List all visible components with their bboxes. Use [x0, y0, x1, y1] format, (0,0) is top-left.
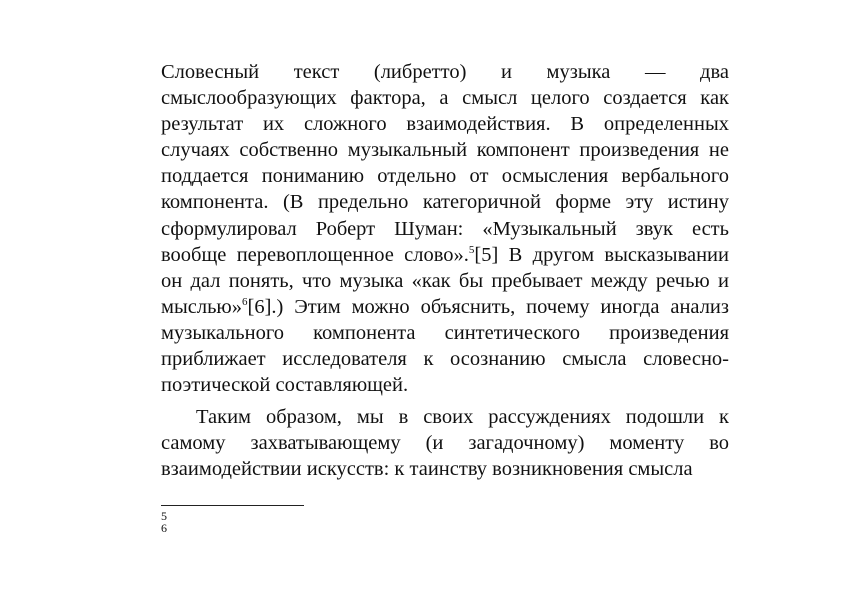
- paragraph-2: Таким образом, мы в своих рассуждениях подошли к самому захватывающему (и загадочному) моменту во взаимодействии искусств: к таинству возникновения смысла: [161, 406, 729, 481]
- footnote-marker-5: 5: [468, 243, 475, 256]
- footnote-marker-6: 6: [242, 296, 248, 309]
- footnotes: [161, 510, 167, 534]
- reference-5: [5]: [474, 243, 499, 266]
- footnote-5: 5: [161, 509, 167, 523]
- paragraph-1-text-b: В другом высказывании он дал понять, что музыка «как бы пребывает между речью и мыслью»: [161, 243, 730, 318]
- paragraph-1-text-c: ) Этим можно объяснить, почему иногда анализ музыкального компонента синтетического произведения приближает исследователя к осознанию смысла словесно-поэтической составляющей.: [161, 295, 729, 397]
- paragraph-1: [161, 59, 729, 398]
- body-text: [161, 59, 729, 483]
- reference-6: [6].: [247, 295, 277, 318]
- paragraph-1-text-a: Словесный текст (либретто) и музыка — два смыслообразующих фактора, а смысл целого создается как результат их сложного взаимодействия. В определенных случаях собственно музыкальный компонент произведения не поддается пониманию отдельно от осмысления вербального компонента. (В предельно категоричной форме эту истину сформулировал Роберт Шуман: «Музыкальный звук есть вообще перевоплощенное слово».: [161, 61, 729, 266]
- footnote-6: 6: [161, 521, 167, 535]
- footnote-separator: [161, 505, 304, 506]
